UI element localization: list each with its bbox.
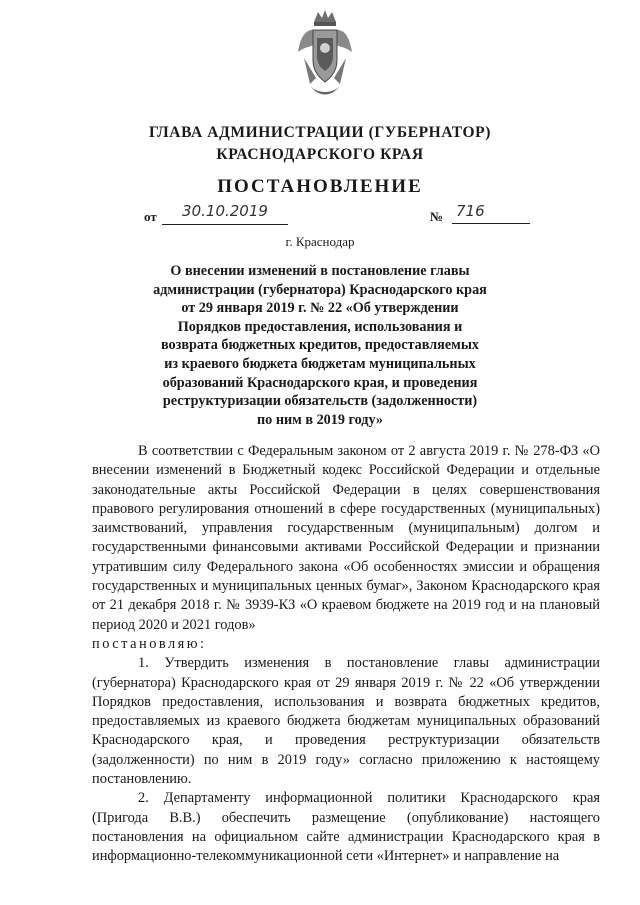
title-line: администрации (губернатора) Краснодарского края	[153, 281, 487, 298]
title-line: из краевого бюджета бюджетам муниципальных	[164, 355, 476, 372]
number-value: 716	[452, 202, 530, 224]
authority-title: ГЛАВА АДМИНИСТРАЦИИ (ГУБЕРНАТОР)	[149, 124, 491, 141]
decree-word: постановляю:	[92, 635, 207, 652]
place-of-issue: г. Краснодар	[285, 234, 355, 249]
coat-of-arms-icon	[296, 8, 354, 98]
title-line: образований Краснодарского края, и проведения	[162, 374, 478, 391]
document-title	[150, 262, 490, 429]
title-line: от 29 января 2019 г. № 22 «Об утверждении	[181, 300, 459, 317]
document-type: ПОСТАНОВЛЕНИЕ	[217, 176, 423, 197]
title-line: возврата бюджетных кредитов, предоставляемых	[160, 337, 479, 354]
clause-1: 1. Утвердить изменения в постановление главы администрации (губернатора) Краснодарского края от 29 января 2019 г. № 22 «Об утверждении Порядков предоставления, использования и возврата бюджетных кредитов, предоставляемых из краевого бюджета бюджетам муниципальных образований Краснодарского края, и проведения реструктуризации обязательств (задолженности) по ним в 2019 году» согласно приложению к настоящему постановлению.	[92, 655, 600, 788]
document-body	[92, 442, 600, 867]
date-label: от	[144, 209, 157, 224]
title-line: О внесении изменений в постановление главы	[170, 263, 470, 279]
title-line: Порядков предоставления, использования и	[177, 318, 463, 335]
authority-region: КРАСНОДАРСКОГО КРАЯ	[216, 146, 424, 163]
date-value: 30.10.2019	[162, 202, 288, 225]
clause-2: 2. Департаменту информационной политики Краснодарского края (Пригода В.В.) обеспечить размещение (опубликование) настоящего постановления на официальном сайте администрации Краснодарского края в информационно-телекоммуникационной сети «Интернет» и направление на	[92, 790, 600, 865]
preamble-paragraph: В соответствии с Федеральным законом от 2 августа 2019 г. № 278-ФЗ «О внесении изменений в Бюджетный кодекс Российской Федерации и отдельные законодательные акты Российской Федерации в целях совершенствования правового регулирования отношений в сфере государственных (муниципальных) заимствований, управления государственным (муниципальным) долгом и государственными финансовыми активами Российской Федерации и признании утратившим силу Федерального закона «Об особенностях эмиссии и обращения государственных и муниципальных ценных бумаг», Законом Краснодарского края от 21 декабря 2018 г. № 3939-КЗ «О краевом бюджете на 2019 год и на плановый период 2020 и 2021 годов»	[92, 443, 600, 633]
title-line: по ним в 2019 году»	[257, 411, 383, 428]
title-line: реструктуризации обязательств (задолженности)	[162, 393, 478, 410]
number-label: №	[430, 209, 444, 224]
